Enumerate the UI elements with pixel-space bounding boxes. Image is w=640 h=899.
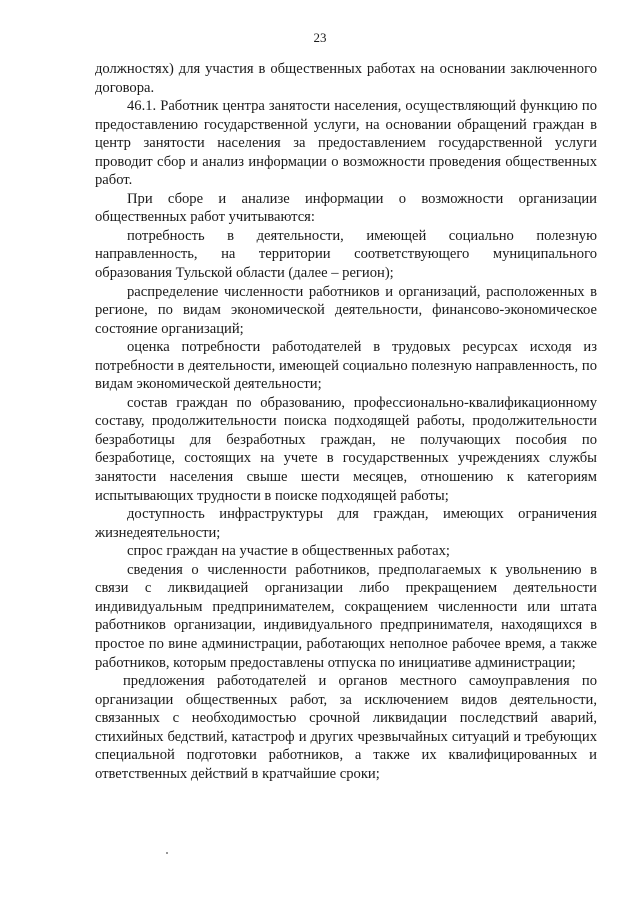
list-item-layoffs: сведения о численности работников, предполагаемых к увольнению в связи с ликвидацией организации либо прекращением деятельности индивидуальным предпринимателем, сокращением численности или штата работников организации, индивидуального предпринимателя, находящихся в простое по вине администрации, работающих неполное рабочее время, а также работников, которым предоставлены отпуска по инициативе администрации;: [95, 561, 597, 671]
list-item-distribution: распределение численности работников и организаций, расположенных в регионе, по видам экономической деятельности, финансово-экономическое состояние организаций;: [95, 283, 597, 337]
list-item-proposals: предложения работодателей и органов местного самоуправления по организации общественных работ, за исключением видов деятельности, связанных с необходимостью срочной ликвидации последствий аварий, стихийных бедствий, катастроф и других чрезвычайных ситуаций и требующих специальной подготовки работников, а также их квалифицированных и ответственных действий в кратчайшие сроки;: [95, 673, 597, 782]
document-body: [95, 60, 597, 783]
list-item-demand: потребность в деятельности, имеющей социально полезную направленность, на территории соответствующего муниципального образования Тульской области (далее – регион);: [95, 227, 597, 282]
list-item-citizen-demand: спрос граждан на участие в общественных работах;: [127, 543, 450, 560]
list-item-infrastructure: доступность инфраструктуры для граждан, имеющих ограничения жизнедеятельности;: [95, 506, 597, 541]
list-item-citizen-composition: состав граждан по образованию, профессионально-квалификационному составу, продолжительности поиска подходящей работы, продолжительности безработицы для безработных граждан, не получающих пособия по безработице, состоящих на учете в государственных учреждениях службы занятости населения свыше шести месяцев, отношению к категориям испытывающих трудности в поиске подходящей работы;: [95, 394, 597, 504]
paragraph-46-1: 46.1. Работник центра занятости населения, осуществляющий функцию по предоставлению государственной услуги, на основании обращений граждан в центр занятости населения за предоставлением государственной услуги проводит сбор и анализ информации о возможности проведения общественных работ.: [95, 98, 597, 189]
scan-speck: [166, 852, 168, 854]
paragraph-factors-intro: При сборе и анализе информации о возможности организации общественных работ учитываются:: [95, 190, 597, 226]
list-item-employer-needs: оценка потребности работодателей в трудовых ресурсах исходя из потребности в деятельности, имеющей социально полезную направленность, по видам экономической деятельности;: [95, 339, 597, 393]
page-number: 23: [313, 30, 327, 45]
paragraph-continuation: должностях) для участия в общественных работах на основании заключенного договора.: [95, 61, 597, 96]
